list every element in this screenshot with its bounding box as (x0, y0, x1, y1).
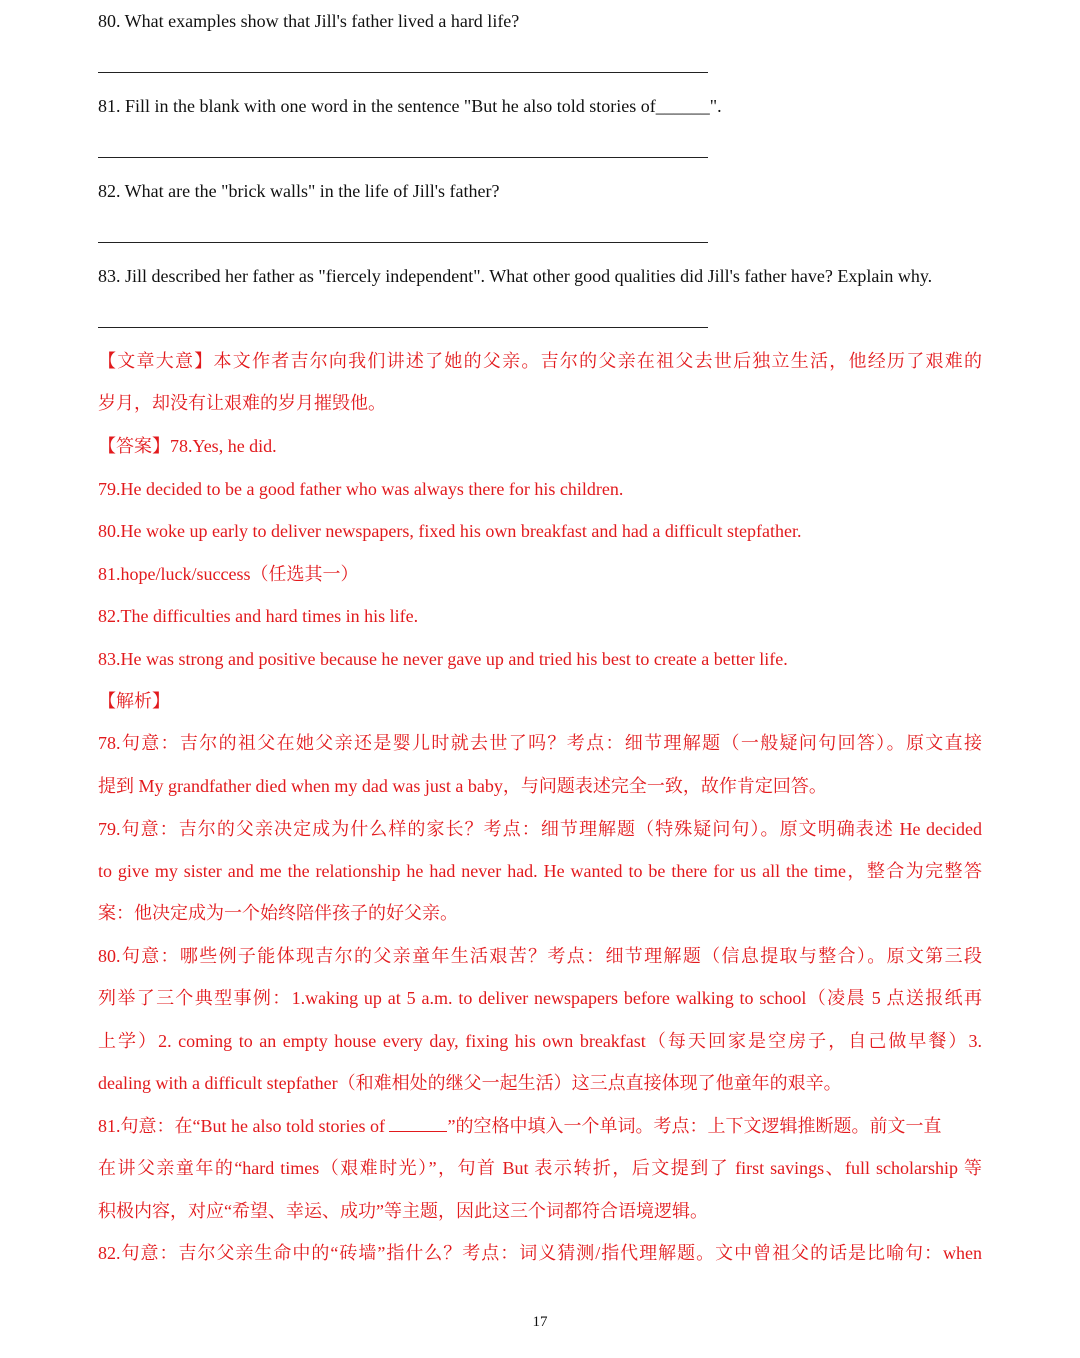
question-83: 83. Jill described her father as "fiercely independent". What other good qualities did Jill's father have? Explain why. (98, 266, 933, 286)
explanation-79-line-1: 79.句意：吉尔的父亲决定成为什么样的家长？考点：细节理解题（特殊疑问句）。原文明确表述 He decided (98, 819, 982, 839)
question-82: 82. What are the "brick walls" in the life of Jill's father? (98, 181, 500, 201)
explanation-80-line-1: 80.句意：哪些例子能体现吉尔的父亲童年生活艰苦？考点：细节理解题（信息提取与整合）。原文第三段 (98, 946, 982, 966)
analysis-heading: 【解析】 (98, 691, 170, 711)
explanation-80-line-4: dealing with a difficult stepfather（和难相处的继父一起生活）这三点直接体现了他童年的艰辛。 (98, 1073, 842, 1093)
answer-line-83 (98, 327, 708, 328)
question-81: 81. Fill in the blank with one word in the sentence "But he also told stories of______". (98, 96, 722, 116)
answer-78: 【答案】78.Yes, he did. (98, 436, 277, 456)
explanation-81-line-1: 81.句意：在“But he also told stories of ”的空格中填入一个单词。考点：上下文逻辑推断题。前文一直 (98, 1116, 942, 1136)
explanation-79-line-3: 案：他决定成为一个始终陪伴孩子的好父亲。 (98, 903, 458, 923)
answer-79: 79.He decided to be a good father who was always there for his children. (98, 479, 624, 499)
answer-line-80 (98, 72, 708, 73)
explanation-80-line-2: 列举了三个典型事例：1.waking up at 5 a.m. to deliver newspapers before walking to school（凌晨 5 点送报纸再 (98, 988, 982, 1008)
answer-82: 82.The difficulties and hard times in his life. (98, 606, 419, 626)
explanation-79-line-2: to give my sister and me the relationship he had never had. He wanted to be there for us all the time，整合为完整答 (98, 861, 982, 881)
question-80: 80. What examples show that Jill's father lived a hard life? (98, 11, 520, 31)
explanation-81-line-2: 在讲父亲童年的“hard times（艰难时光）”，句首 But 表示转折，后文提到了 first savings、full scholarship 等 (98, 1158, 982, 1178)
summary-line-2: 岁月，却没有让艰难的岁月摧毁他。 (98, 393, 386, 413)
page-number: 17 (532, 1314, 548, 1330)
answer-line-81 (98, 157, 708, 158)
summary-line-1: 【文章大意】本文作者吉尔向我们讲述了她的父亲。吉尔的父亲在祖父去世后独立生活，他经历了艰难的 (98, 351, 982, 371)
blank-underline (389, 1115, 447, 1132)
answer-80: 80.He woke up early to deliver newspapers, fixed his own breakfast and had a difficult stepfather. (98, 521, 802, 541)
explanation-78-line-1: 78.句意：吉尔的祖父在她父亲还是婴儿时就去世了吗？考点：细节理解题（一般疑问句回答）。原文直接 (98, 733, 982, 753)
answer-81: 81.hope/luck/success（任选其一） (98, 564, 359, 584)
explanation-78-line-2: 提到 My grandfather died when my dad was just a baby，与问题表述完全一致，故作肯定回答。 (98, 776, 827, 796)
explanation-82-line-1: 82.句意：吉尔父亲生命中的“砖墙”指什么？考点：词义猜测/指代理解题。文中曾祖父的话是比喻句：when (98, 1243, 982, 1263)
explanation-81-line-3: 积极内容，对应“希望、幸运、成功”等主题，因此这三个词都符合语境逻辑。 (98, 1201, 708, 1221)
explanation-80-line-3: 上学）2. coming to an empty house every day, fixing his own breakfast（每天回家是空房子，自己做早餐）3. (98, 1031, 982, 1051)
answer-83: 83.He was strong and positive because he never gave up and tried his best to create a better life. (98, 649, 788, 669)
answer-line-82 (98, 242, 708, 243)
